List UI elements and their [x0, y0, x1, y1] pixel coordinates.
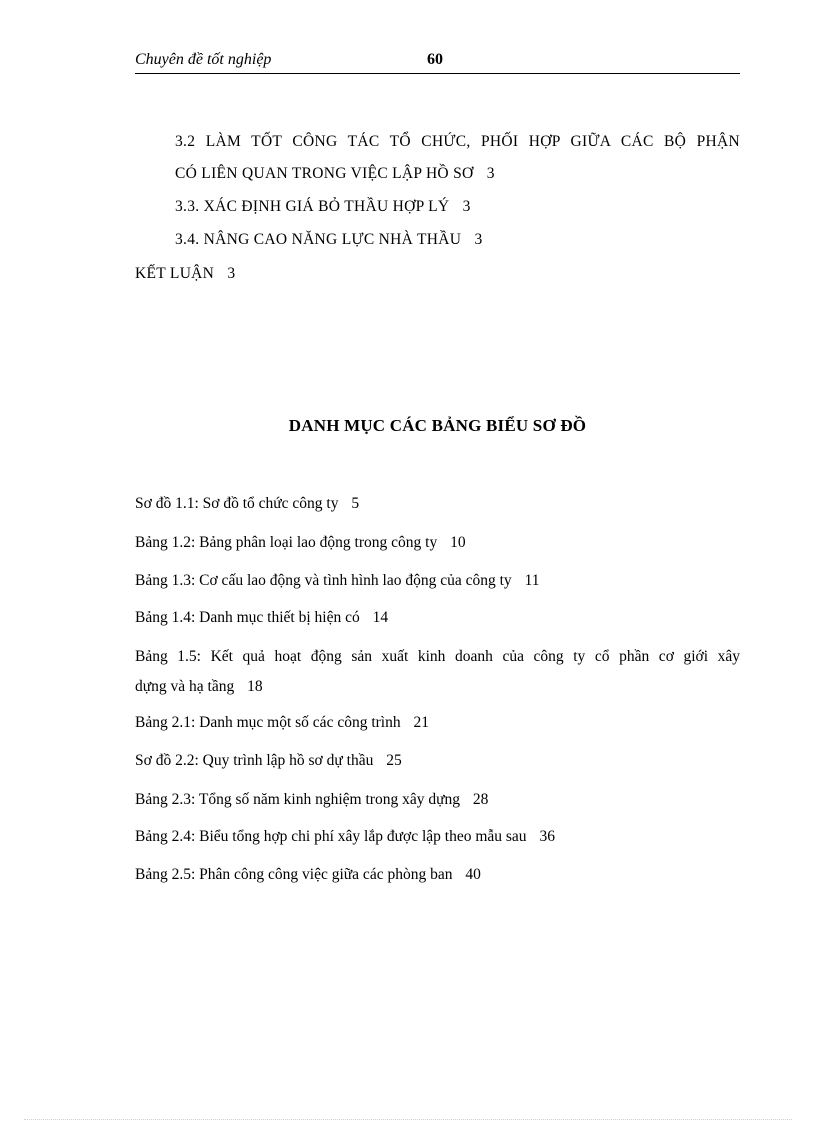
list-item-text: Sơ đồ 1.1: Sơ đồ tổ chức công ty [135, 495, 339, 512]
list-title: DANH MỤC CÁC BẢNG BIỂU SƠ ĐỒ [288, 416, 587, 435]
toc-page-number: 3 [462, 198, 471, 215]
list-item-text: Sơ đồ 2.2: Quy trình lập hồ sơ dự thầu [135, 752, 374, 769]
list-item[interactable] [135, 865, 740, 885]
toc-entry-text: 3.3. XÁC ĐỊNH GIÁ BỎ THẦU HỢP LÝ [175, 198, 450, 215]
list-item[interactable] [135, 608, 740, 628]
list-item-page: 14 [372, 609, 389, 626]
list-item-text-line2: dựng và hạ tầng [135, 678, 235, 695]
toc-page-number: 3 [227, 265, 236, 282]
document-title: Chuyên đề tốt nghiệp [135, 51, 272, 68]
list-item[interactable] [135, 647, 740, 667]
list-item[interactable] [135, 827, 740, 847]
list-item[interactable] [135, 677, 740, 697]
list-item-page: 11 [524, 572, 540, 589]
page-bottom-divider [24, 1119, 792, 1120]
toc-entry[interactable] [135, 230, 740, 250]
list-item-text: Bảng 2.5: Phân công công việc giữa các phòng ban [135, 866, 453, 883]
toc-entry-text-line2: CÓ LIÊN QUAN TRONG VIỆC LẬP HỒ SƠ [175, 165, 474, 182]
list-item-page: 18 [247, 678, 263, 695]
list-item-text: Bảng 2.1: Danh mục một số các công trình [135, 714, 401, 731]
list-item-text: Bảng 1.2: Bảng phân loại lao động trong công ty [135, 534, 438, 551]
list-item[interactable] [135, 533, 740, 553]
list-item-page: 21 [413, 714, 429, 731]
list-item-page: 10 [450, 534, 466, 551]
list-item-text: Bảng 2.3: Tổng số năm kinh nghiệm trong xây dựng [135, 791, 460, 808]
toc-entry[interactable] [135, 264, 740, 284]
toc-entry-text: 3.4. NÂNG CAO NĂNG LỰC NHÀ THẦU [175, 231, 462, 248]
list-item-page: 40 [465, 866, 481, 883]
list-item-text: Bảng 2.4: Biểu tổng hợp chi phí xây lắp được lập theo mẫu sau [135, 828, 527, 845]
list-item[interactable] [135, 751, 740, 771]
list-item-text: Bảng 1.3: Cơ cấu lao động và tình hình lao động của công ty [135, 572, 512, 589]
list-item-page: 28 [472, 791, 489, 808]
list-item[interactable] [135, 571, 740, 591]
list-item[interactable] [135, 494, 740, 514]
toc-page-number: 3 [474, 231, 483, 248]
list-item-text-line1: Bảng 1.5: Kết quả hoạt động sản xuất kinh doanh của công ty cổ phần cơ giới xây [135, 648, 740, 665]
page-header [135, 47, 740, 74]
toc-entry-text-line1: 3.2 LÀM TỐT CÔNG TÁC TỔ CHỨC, PHỐI HỢP GIỮA CÁC BỘ PHẬN [175, 133, 740, 150]
list-item[interactable] [135, 790, 740, 810]
list-item-text: Bảng 1.4: Danh mục thiết bị hiện có [135, 609, 360, 626]
list-item[interactable] [135, 713, 740, 733]
toc-entry[interactable] [135, 197, 740, 217]
toc-entry[interactable] [135, 132, 740, 152]
list-item-page: 5 [351, 495, 360, 512]
list-item-page: 25 [386, 752, 402, 769]
toc-entry-text: KẾT LUẬN [135, 265, 215, 282]
list-item-page: 36 [539, 828, 555, 845]
toc-page-number: 3 [486, 165, 495, 182]
toc-entry[interactable] [135, 164, 740, 184]
page-number: 60 [427, 51, 443, 68]
